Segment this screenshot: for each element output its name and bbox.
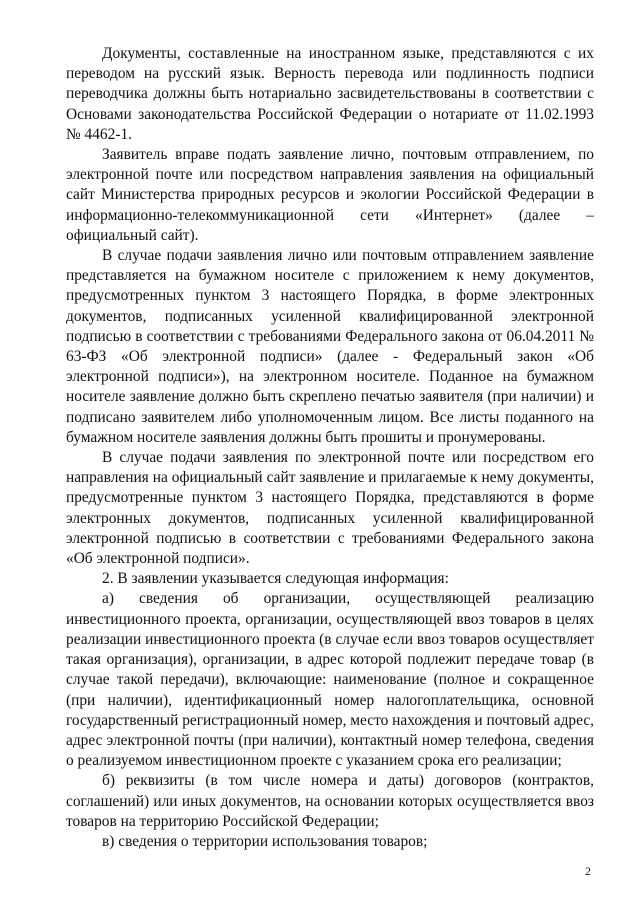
paragraph-submission-methods: Заявитель вправе подать заявление лично, почтовым отправлением, по электронной почте или посредством направления заявления на официальный сайт Министерства природных ресурсов и экологии Российской Федерации в информационно-телекоммуникационной сети «Интернет» (далее – официальный сайт). xyxy=(66,146,594,244)
paragraph-paper-submission: В случае подачи заявления лично или почтовым отправлением заявление представляется на бумажном носителе с приложением к нему документов, предусмотренных пунктом 3 настоящего Порядка, в форме электронных документов, подписанных усиленной квалифицированной электронной подписью в соответствии с требованиями Федерального закона от 06.04.2011 № 63-ФЗ «Об электронной подписи» (далее - Федеральный закон «Об электронной подписи»), на электронном носителе. Поданное на бумажном носителе заявление должно быть скреплено печатью заявителя (при наличии) и подписано заявителем либо уполномоченным лицом. Все листы поданного на бумажном носителе заявления должны быть прошиты и пронумерованы. xyxy=(66,247,594,446)
document-body xyxy=(66,44,594,852)
paragraph-item-2-intro: 2. В заявлении указывается следующая информация: xyxy=(102,570,449,588)
paragraph-electronic-submission: В случае подачи заявления по электронной почте или посредством его направления на официальный сайт заявление и прилагаемые к нему документы, предусмотренные пунктом 3 настоящего Порядка, представляются в форме электронных документов, подписанных усиленной квалифицированной электронной подписью в соответствии с требованиями Федерального закона «Об электронной подписи». xyxy=(66,449,594,568)
paragraph-item-a: а) сведения об организации, осуществляющей реализацию инвестиционного проекта, организации, осуществляющей ввоз товаров в целях реализации инвестиционного проекта (в случае если ввоз товаров осуществляет такая организация), организации, в адрес которой подлежит передаче товар (в случае такой передачи), включающие: наименование (полное и сокращенное (при наличии), идентификационный номер налогоплательщика, основной государственный регистрационный номер, место нахождения и почтовый адрес, адрес электронной почты (при наличии), контактный номер телефона, сведения о реализуемом инвестиционном проекте с указанием срока его реализации; xyxy=(66,590,594,770)
paragraph-translation-requirements: Документы, составленные на иностранном языке, представляются с их переводом на русский язык. Верность перевода или подлинность подписи переводчика должны быть нотариально засвидетельствованы в соответствии с Основами законодательства Российской Федерации о нотариате от 11.02.1993 № 4462-1. xyxy=(66,45,594,143)
paragraph-item-v: в) сведения о территории использования товаров; xyxy=(102,832,428,850)
page-number: 2 xyxy=(585,864,591,878)
paragraph-item-b: б) реквизиты (в том числе номера и даты) договоров (контрактов, соглашений) или иных документов, на основании которых осуществляется ввоз товаров на территорию Российской Федерации; xyxy=(66,772,594,830)
